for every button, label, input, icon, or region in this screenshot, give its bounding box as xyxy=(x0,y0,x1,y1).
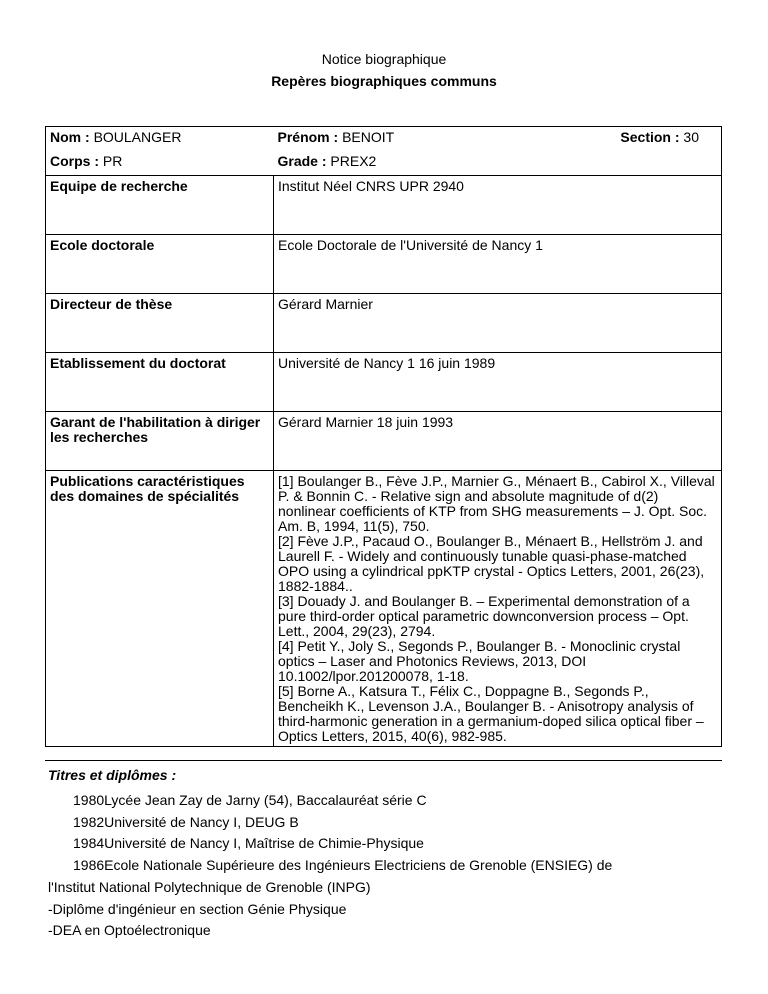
garant-label: Garant de l'habilitation à diriger les recherches xyxy=(46,412,274,471)
identity-row xyxy=(46,127,722,152)
publication-item: [1] Boulanger B., Fève J.P., Marnier G., Ménaert B., Cabirol X., Villeval P. & Bonnin C. - Relative sign and absolute magnitude of d(2) nonlinear coefficients of KTP from SHG measurements – J. Opt. Soc. Am. B, 1994, 11(5), 750. xyxy=(278,473,715,534)
section-divider xyxy=(45,760,722,761)
equipe-value: Institut Néel CNRS UPR 2940 xyxy=(274,176,722,235)
corps-label: Corps : xyxy=(50,153,99,169)
publication-item: [4] Petit Y., Joly S., Segonds P., Boulanger B. - Monoclinic crystal optics – Laser and Photonics Reviews, 2013, DOI 10.1002/lpor.201200078, 1-18. xyxy=(278,638,681,684)
equipe-label: Equipe de recherche xyxy=(46,176,274,235)
directeur-label: Directeur de thèse xyxy=(46,294,274,353)
etablissement-label: Etablissement du doctorat xyxy=(46,353,274,412)
etablissement-row xyxy=(46,353,722,412)
nom-label: Nom : xyxy=(50,129,90,145)
titre-line: 1986Ecole Nationale Supérieure des Ingénieurs Electriciens de Grenoble (ENSIEG) de xyxy=(73,857,613,874)
titre-line: 1982Université de Nancy I, DEUG B xyxy=(73,813,299,830)
titre-line: -DEA en Optoélectronique xyxy=(48,922,211,939)
grade-cell xyxy=(274,151,722,176)
titre-line: -Diplôme d'ingénieur en section Génie Physique xyxy=(48,900,347,917)
titres-heading: Titres et diplômes : xyxy=(48,767,177,783)
publication-item: [3] Douady J. and Boulanger B. – Experimental demonstration of a pure third-order optical parametric downconversion process – Opt. Lett., 2004, 29(23), 2794. xyxy=(278,593,690,639)
directeur-row xyxy=(46,294,722,353)
ecole-label: Ecole doctorale xyxy=(46,235,274,294)
garant-value: Gérard Marnier 18 juin 1993 xyxy=(274,412,722,471)
section-cell xyxy=(508,127,722,152)
titres-list xyxy=(48,790,733,942)
garant-row xyxy=(46,412,722,471)
nom-value: BOULANGER xyxy=(93,129,182,145)
section-label: Section : xyxy=(620,129,680,145)
directeur-value: Gérard Marnier xyxy=(274,294,722,353)
ecole-row xyxy=(46,235,722,294)
titre-line: l'Institut National Polytechnique de Grenoble (INPG) xyxy=(48,878,371,895)
publications-label: Publications caractéristiques des domaines de spécialités xyxy=(46,471,274,747)
document-title: Notice biographique xyxy=(321,51,447,67)
nom-cell xyxy=(46,127,274,152)
ecole-value: Ecole Doctorale de l'Université de Nancy 1 xyxy=(274,235,722,294)
grade-label: Grade : xyxy=(277,153,327,169)
corps-value: PR xyxy=(102,153,123,169)
grade-value: PREX2 xyxy=(330,153,377,169)
publications-list xyxy=(274,471,722,747)
section-value: 30 xyxy=(683,129,699,145)
prenom-label: Prénom : xyxy=(277,129,339,145)
etablissement-value: Université de Nancy 1 16 juin 1989 xyxy=(274,353,722,412)
publications-row xyxy=(46,471,722,747)
equipe-row xyxy=(46,176,722,235)
corps-cell xyxy=(46,151,274,176)
prenom-cell xyxy=(274,127,508,152)
corps-row xyxy=(46,151,722,176)
titre-line: 1984Université de Nancy I, Maîtrise de Chimie-Physique xyxy=(73,835,424,852)
titre-line: 1980Lycée Jean Zay de Jarny (54), Baccalauréat série C xyxy=(73,792,427,808)
publication-item: [5] Borne A., Katsura T., Félix C., Doppagne B., Segonds P., Bencheikh K., Levenson J.A., Boulanger B. - Anisotropy analysis of third-harmonic generation in a germanium-doped silica optical fiber – Optics Letters, 2015, 40(6), 982-985. xyxy=(278,683,704,744)
prenom-value: BENOIT xyxy=(342,129,395,145)
bio-table xyxy=(45,126,722,747)
document-subtitle: Repères biographiques communs xyxy=(271,73,497,89)
publication-item: [2] Fève J.P., Pacaud O., Boulanger B., Ménaert B., Hellström J. and Laurell F. - Widely and continuously tunable quasi-phase-matched OPO using a cylindrical ppKTP crystal - Optics Letters, 2001, 26(23), 1882-1884.. xyxy=(278,533,705,594)
